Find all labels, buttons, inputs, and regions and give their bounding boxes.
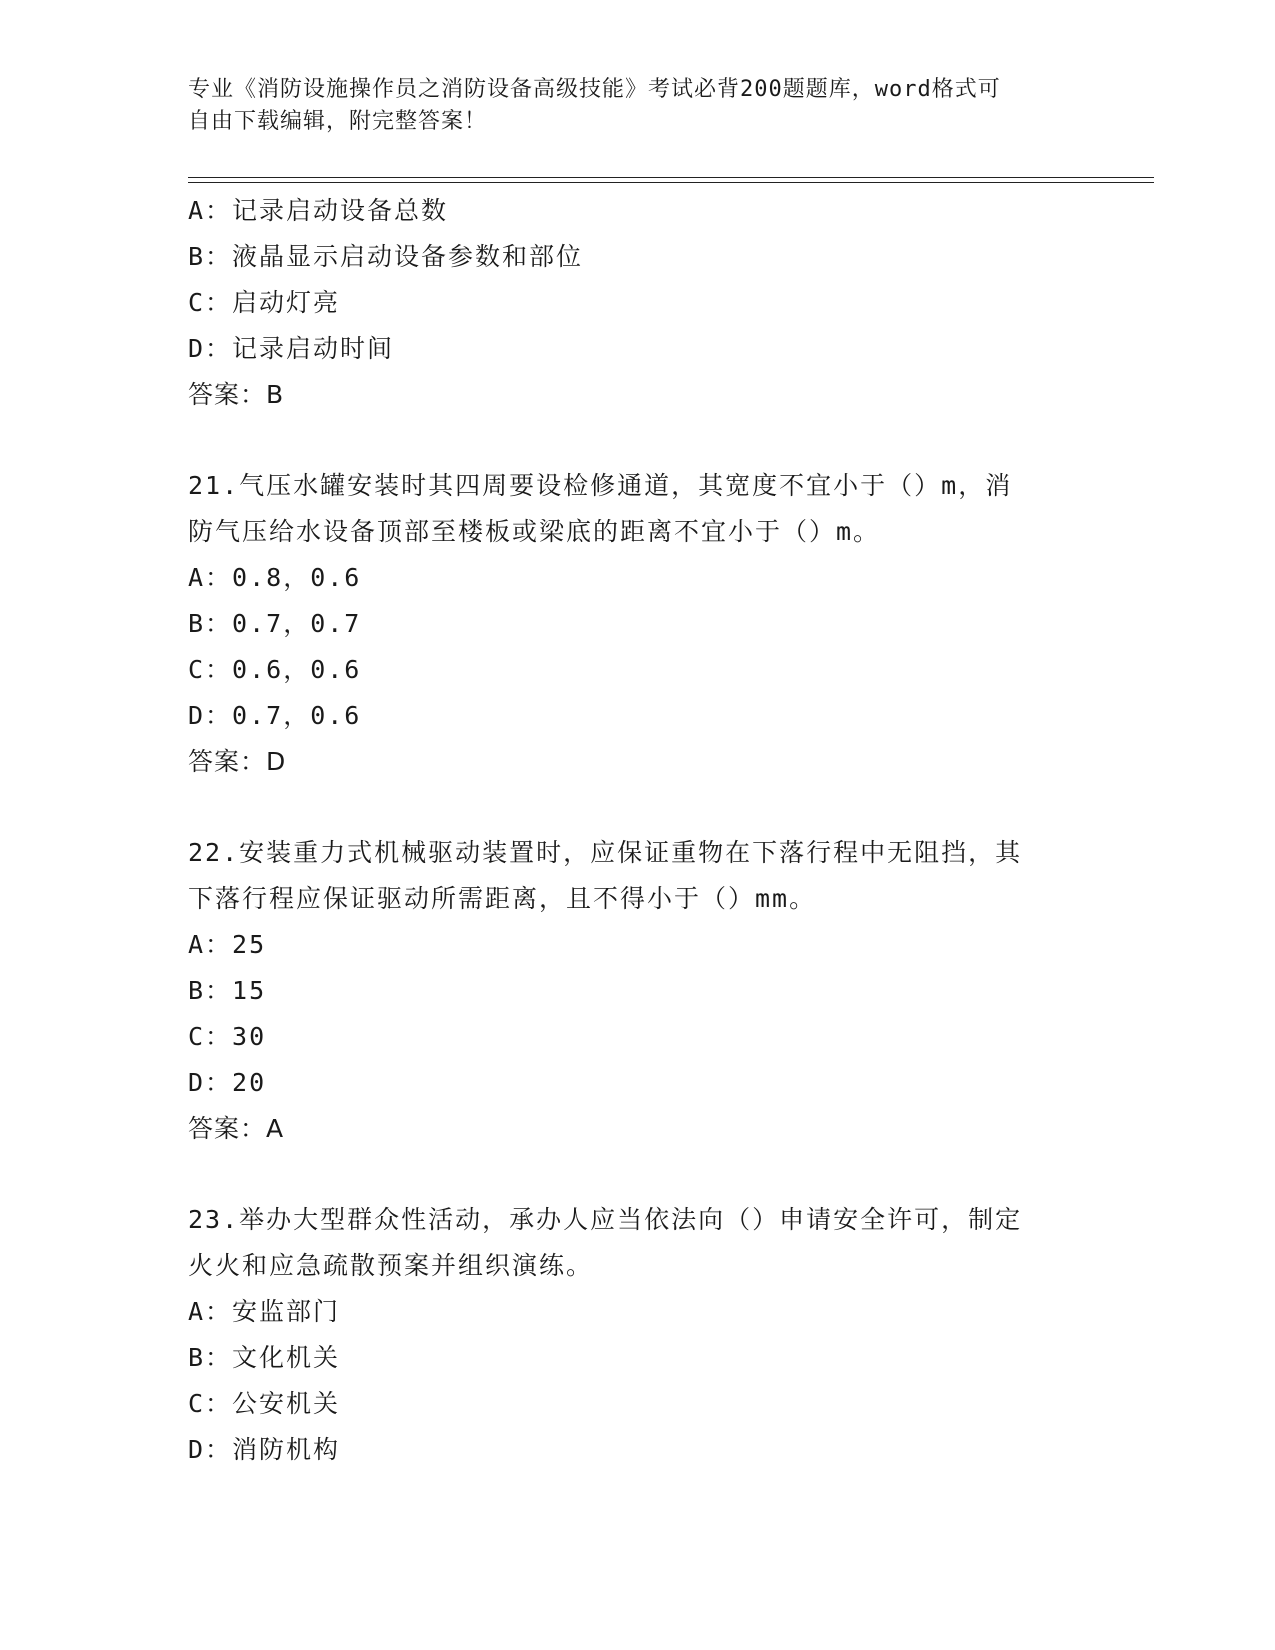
answer-line: 答案：A: [188, 1114, 285, 1143]
option-d: D：20: [188, 1068, 267, 1097]
answer-line: 答案：B: [188, 380, 285, 409]
spacer: [188, 785, 1088, 830]
spacer: [188, 1152, 1088, 1197]
option-b: B：文化机关: [188, 1343, 341, 1372]
document-header: [188, 74, 1068, 138]
option-b: B：15: [188, 976, 267, 1005]
header-divider-top: [188, 177, 1154, 178]
question-list: [188, 188, 1088, 1473]
question-block-20-continued: [188, 188, 1088, 418]
header-divider-bottom: [188, 182, 1154, 183]
option-c: C：启动灯亮: [188, 288, 341, 317]
question-block-23: [188, 1197, 1088, 1473]
option-a: A：安监部门: [188, 1297, 341, 1326]
header-line-1: 专业《消防设施操作员之消防设备高级技能》考试必背200题题库，word格式可: [188, 77, 1001, 102]
option-b: B：液晶显示启动设备参数和部位: [188, 242, 584, 271]
question-text-line-2: 防气压给水设备顶部至楼板或梁底的距离不宜小于（）m。: [188, 517, 881, 546]
option-d: D：记录启动时间: [188, 334, 395, 363]
option-a: A：0.8，0.6: [188, 563, 362, 592]
option-c: C：30: [188, 1022, 267, 1051]
question-text-line-1: 21.气压水罐安装时其四周要设检修通道，其宽度不宜小于（）m，消: [188, 471, 1013, 500]
question-text-line-1: 23.举办大型群众性活动，承办人应当依法向（）申请安全许可，制定: [188, 1205, 1023, 1234]
question-text-line-2: 下落行程应保证驱动所需距离，且不得小于（）mm。: [188, 884, 817, 913]
option-d: D：消防机构: [188, 1435, 341, 1464]
answer-line: 答案：D: [188, 747, 287, 776]
question-text-line-1: 22.安装重力式机械驱动装置时，应保证重物在下落行程中无阻挡，其: [188, 838, 1023, 867]
option-c: C：公安机关: [188, 1389, 341, 1418]
option-a: A：记录启动设备总数: [188, 196, 449, 225]
option-b: B：0.7，0.7: [188, 609, 362, 638]
option-d: D：0.7，0.6: [188, 701, 362, 730]
question-block-22: [188, 830, 1088, 1152]
option-a: A：25: [188, 930, 267, 959]
spacer: [188, 418, 1088, 463]
header-line-2: 自由下载编辑，附完整答案！: [188, 109, 488, 134]
option-c: C：0.6，0.6: [188, 655, 362, 684]
question-text-line-2: 火火和应急疏散预案并组织演练。: [188, 1251, 594, 1280]
question-block-21: [188, 463, 1088, 785]
